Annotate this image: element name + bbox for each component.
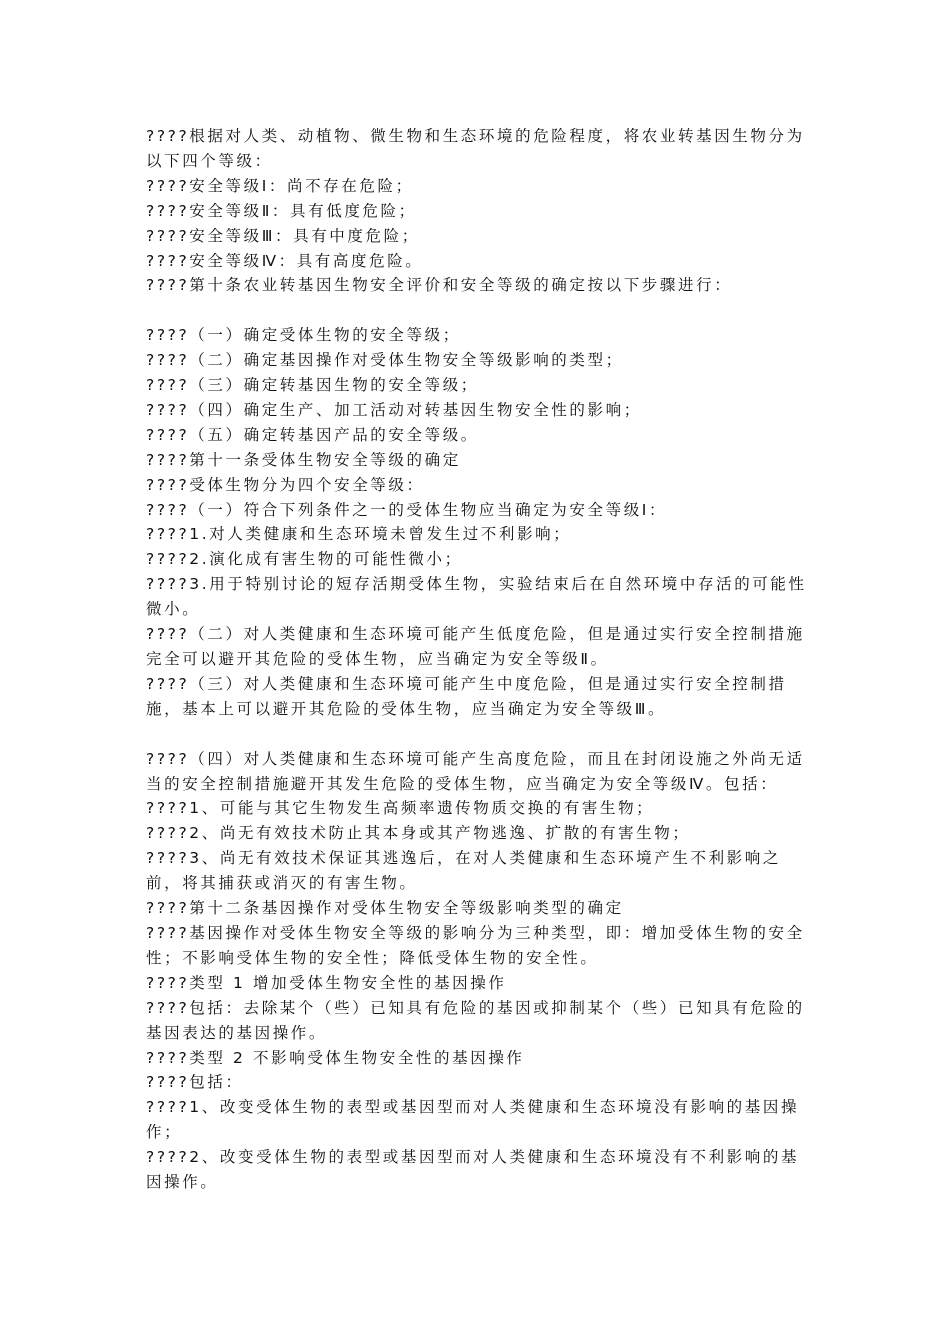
paragraph: ????1、改变受体生物的表型或基因型而对人类健康和生态环境没有影响的基因操作； <box>146 1098 800 1142</box>
paragraph: ????（二）对人类健康和生态环境可能产生低度危险，但是通过实行安全控制措施完全可以避开其危险的受体生物，应当确定为安全等级Ⅱ。 <box>146 625 805 669</box>
blank-line <box>146 722 810 747</box>
paragraph: ????（五）确定转基因产品的安全等级。 <box>146 425 479 444</box>
paragraph: ????安全等级Ⅱ：具有低度危险； <box>146 201 417 220</box>
paragraph: ????包括：去除某个（些）已知具有危险的基因或抑制某个（些）已知具有危险的基因表达的基因操作。 <box>146 998 805 1042</box>
paragraph: ????（一）确定受体生物的安全等级； <box>146 326 461 345</box>
paragraph: ????2.演化成有害生物的可能性微小； <box>146 550 463 569</box>
paragraph: ????（四）对人类健康和生态环境可能产生高度危险，而且在封闭设施之外尚无适当的安全控制措施避开其发生危险的受体生物，应当确定为安全等级Ⅳ。包括： <box>146 749 805 793</box>
paragraph: ????2、尚无有效技术防止其本身或其产物逃逸、扩散的有害生物； <box>146 824 691 843</box>
paragraph: ????类型 2 不影响受体生物安全性的基因操作 <box>146 1048 525 1067</box>
paragraph: ????1、可能与其它生物发生高频率遗传物质交换的有害生物； <box>146 799 655 818</box>
paragraph: ????安全等级Ⅲ：具有中度危险； <box>146 226 420 245</box>
paragraph: ????1.对人类健康和生态环境未曾发生过不利影响； <box>146 525 572 544</box>
paragraph: ????（二）确定基因操作对受体生物安全等级影响的类型； <box>146 351 624 370</box>
paragraph: ????受体生物分为四个安全等级： <box>146 475 425 494</box>
paragraph: ????基因操作对受体生物安全等级的影响分为三种类型，即：增加受体生物的安全性；不影响受体生物的安全性；降低受体生物的安全性。 <box>146 923 805 967</box>
blank-line <box>146 298 810 323</box>
paragraph: ????安全等级Ⅳ：具有高度危险。 <box>146 251 424 270</box>
paragraph: ????第十二条基因操作对受体生物安全等级影响类型的确定 <box>146 899 624 918</box>
document-body <box>146 124 810 1195</box>
paragraph: ????（三）对人类健康和生态环境可能产生中度危险，但是通过实行安全控制措施，基本上可以避开其危险的受体生物，应当确定为安全等级Ⅲ。 <box>146 674 787 718</box>
paragraph: ????安全等级Ⅰ：尚不存在危险； <box>146 176 414 195</box>
paragraph: ????3、尚无有效技术保证其逃逸后，在对人类健康和生态环境产生不利影响之前，将其捕获或消灭的有害生物。 <box>146 849 781 893</box>
paragraph: ????第十一条受体生物安全等级的确定 <box>146 450 461 469</box>
paragraph: ????（三）确定转基因生物的安全等级； <box>146 376 479 395</box>
paragraph: ????包括： <box>146 1073 244 1092</box>
paragraph: ????2、改变受体生物的表型或基因型而对人类健康和生态环境没有不利影响的基因操作。 <box>146 1148 800 1192</box>
paragraph: ????3.用于特别讨论的短存活期受体生物，实验结束后在自然环境中存活的可能性微小。 <box>146 575 807 619</box>
paragraph: ????第十条农业转基因生物安全评价和安全等级的确定按以下步骤进行： <box>146 276 733 295</box>
paragraph: ????（四）确定生产、加工活动对转基因生物安全性的影响； <box>146 400 642 419</box>
paragraph: ????（一）符合下列条件之一的受体生物应当确定为安全等级Ⅰ： <box>146 500 668 519</box>
paragraph: ????根据对人类、动植物、微生物和生态环境的危险程度，将农业转基因生物分为以下四个等级： <box>146 127 805 170</box>
paragraph: ????类型 1 增加受体生物安全性的基因操作 <box>146 973 507 992</box>
